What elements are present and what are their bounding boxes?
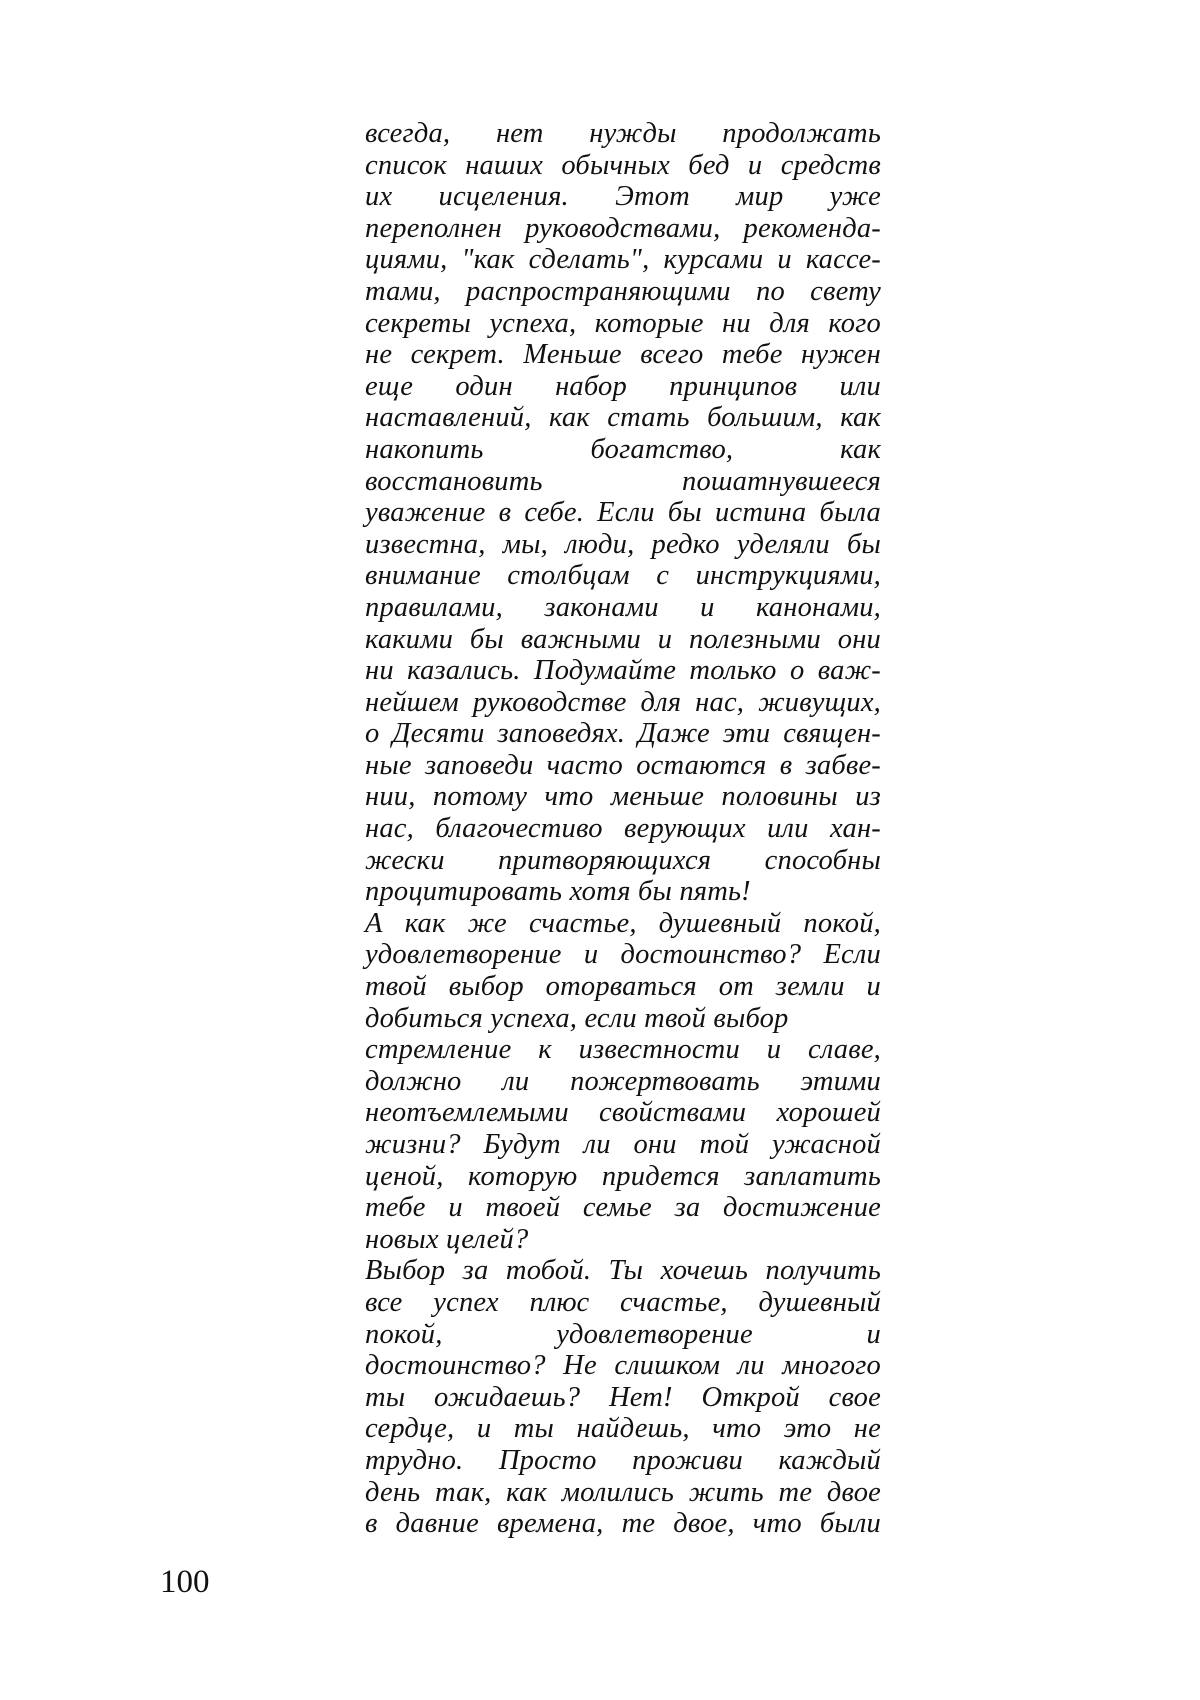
text-line: ты ожидаешь? Нет! Открой свое <box>365 1381 881 1413</box>
text-line: наставлений, как стать большим, как <box>365 402 881 434</box>
text-line: удовлетворение и достоинство? Если <box>365 939 881 971</box>
text-line: должно ли пожертвовать этими <box>365 1065 881 1097</box>
text-line: покой, удовлетворение и <box>365 1318 881 1350</box>
text-line: восстановить пошатнувшееся <box>365 465 881 497</box>
text-line: накопить богатство, как <box>365 433 881 465</box>
text-line: в давние времена, те двое, что были <box>365 1508 881 1540</box>
text-line: тами, распространяющими по свету <box>365 275 881 307</box>
text-line: список наших обычных бед и средств <box>365 149 881 181</box>
text-line: нии, потому что меньше половины из <box>365 781 881 813</box>
text-line: сердце, и ты найдешь, что это не <box>365 1413 881 1445</box>
text-line: не секрет. Меньше всего тебе нужен <box>365 339 881 371</box>
text-line: твой выбор оторваться от земли и <box>365 971 881 1003</box>
text-line: добиться успеха, если твой выбор <box>365 1002 789 1034</box>
text-line: стремление к известности и славе, <box>365 1034 881 1066</box>
text-line: правилами, законами и канонами, <box>365 591 881 623</box>
text-line: все успех плюс счастье, душевный <box>365 1286 881 1318</box>
text-line: их исцеления. Этот мир уже <box>365 181 881 213</box>
text-line: переполнен руководствами, рекоменда- <box>365 212 881 244</box>
text-line: процитировать хотя бы пять! <box>365 876 751 908</box>
text-line: тебе и твоей семье за достижение <box>365 1192 881 1224</box>
text-line: новых целей? <box>365 1223 529 1255</box>
text-line: ценой, которую придется заплатить <box>365 1160 881 1192</box>
text-line: циями, "как сделать", курсами и кассе- <box>365 244 881 276</box>
text-line: достоинство? Не слишком ли многого <box>365 1350 881 1382</box>
text-line: жески притворяющихся способны <box>365 844 881 876</box>
text-line: нас, благочестиво верующих или хан- <box>365 813 881 845</box>
text-line: неотъемлемыми свойствами хорошей <box>365 1097 881 1129</box>
text-line: нейшем руководстве для нас, живущих, <box>365 686 881 718</box>
text-line: какими бы важными и полезными они <box>365 623 881 655</box>
text-line: трудно. Просто проживи каждый <box>365 1444 881 1476</box>
text-line: А как же счастье, душевный покой, <box>365 907 881 939</box>
text-line: ни казались. Подумайте только о важ- <box>365 655 881 687</box>
text-line: ные заповеди часто остаются в забве- <box>365 749 881 781</box>
text-line: внимание столбцам с инструкциями, <box>365 560 881 592</box>
body-text <box>365 118 881 1540</box>
text-line: жизни? Будут ли они той ужасной <box>365 1129 881 1160</box>
page-number: 100 <box>160 1564 210 1600</box>
text-line: всегда, нет нужды продолжать <box>365 118 881 149</box>
text-line: секреты успеха, которые ни для кого <box>365 307 881 339</box>
text-line: Выбор за тобой. Ты хочешь получить <box>365 1255 881 1287</box>
text-line: известна, мы, люди, редко уделяли бы <box>365 528 881 560</box>
text-line: уважение в себе. Если бы истина была <box>365 497 881 529</box>
text-line: день так, как молились жить те двое <box>365 1476 881 1508</box>
text-line: еще один набор принципов или <box>365 370 881 402</box>
text-line: о Десяти заповедях. Даже эти священ- <box>365 718 881 750</box>
